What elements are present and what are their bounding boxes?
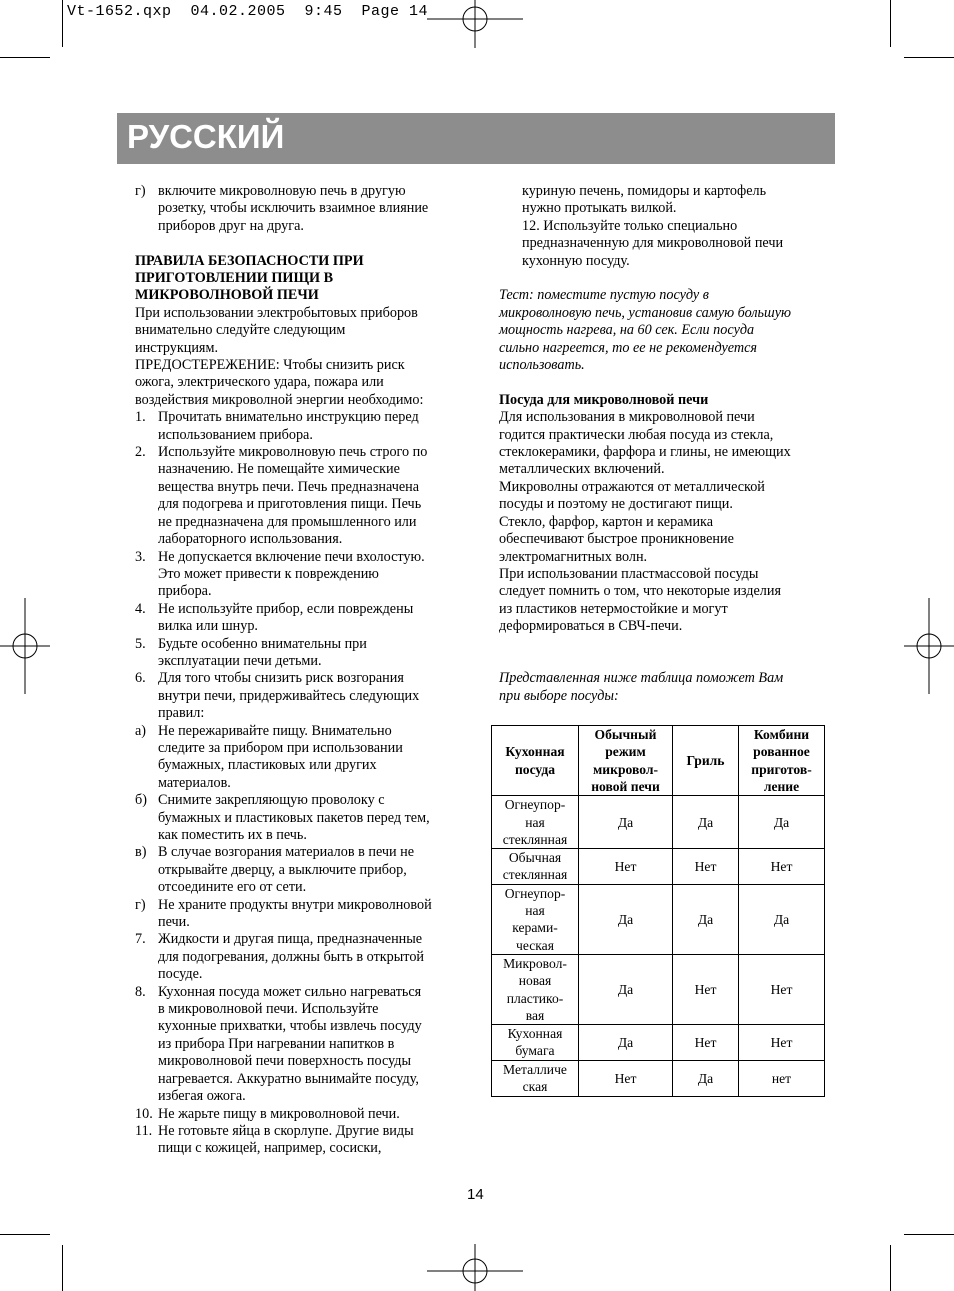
list-item-line: Жидкости и другая пища, предназначенные — [158, 931, 423, 948]
page-number: 14 — [467, 1186, 484, 1203]
list-item — [135, 601, 455, 636]
dishes-line: обеспечивают быстрое проникновение — [499, 531, 734, 548]
list-item-line: бумажных и пластиковых пакетов перед тем, — [158, 809, 430, 826]
registration-mark-left — [0, 598, 50, 694]
cookware-table — [491, 725, 825, 1097]
crop-mark-top-right-h — [904, 57, 954, 58]
dishes-line: При использовании пластмассовой посуды — [499, 565, 759, 582]
dishes-line: посуды и поэтому не достигают пищи. — [499, 496, 733, 513]
list-item-text — [158, 1123, 455, 1158]
suitability-cell: Нет — [673, 954, 739, 1024]
print-slug: Vt-1652.qxp 04.02.2005 9:45 Page 14 — [67, 3, 429, 20]
list-item — [135, 897, 455, 932]
list-item — [135, 636, 455, 671]
list-item-line: вещества внутрь печи. Печь предназначена — [158, 478, 420, 495]
dishes-line: следует помнить о том, что некоторые изделия — [499, 583, 781, 600]
list-item-line: печи. — [158, 914, 190, 931]
suitability-cell: нет — [739, 1060, 825, 1096]
suitability-cell: Да — [579, 796, 673, 849]
cookware-name-line: новая — [518, 973, 552, 989]
suitability-cell: Нет — [739, 1025, 825, 1061]
list-item-line: из прибора При нагревании напитков в — [158, 1035, 395, 1052]
list-item-line: назначению. Не помещайте химические — [158, 461, 400, 478]
suitability-cell: Нет — [673, 849, 739, 885]
list-item-marker: 10. — [135, 1105, 153, 1122]
table-row — [492, 849, 825, 885]
header-line: Обычный — [594, 727, 657, 742]
list-item-text — [158, 636, 455, 671]
list-item-line: Для того чтобы снизить риск возгорания — [158, 670, 404, 687]
cookware-name-line: Огнеупор- — [504, 797, 566, 813]
registration-mark-right — [904, 598, 954, 694]
list-item-line: Будьте особенно внимательны при — [158, 635, 367, 652]
intro-line: приборов друг на друга. — [158, 217, 304, 234]
test-note — [499, 287, 829, 374]
para-line: инструкциям. — [135, 339, 218, 356]
suitability-cell: Нет — [739, 849, 825, 885]
header-grill — [673, 726, 739, 796]
list-item-marker: г) — [135, 896, 146, 913]
continuation-line: кухонную посуду. — [522, 252, 630, 269]
list-item-text — [158, 792, 455, 844]
list-item — [135, 984, 455, 1106]
list-item-marker: 2. — [135, 444, 146, 461]
para-line: При использовании электробытовых приборов — [135, 304, 418, 321]
safety-list — [135, 409, 455, 1157]
cookware-name-line: Микровол- — [503, 955, 567, 971]
list-item-marker: 6. — [135, 670, 146, 687]
header-line: приготов- — [751, 761, 812, 777]
suitability-cell: Нет — [579, 1060, 673, 1096]
list-item-text — [158, 897, 455, 932]
right-column — [499, 183, 829, 705]
list-item-text — [158, 444, 455, 548]
para-line: внимательно следуйте следующим — [135, 322, 346, 339]
list-item — [135, 444, 455, 548]
dishes-heading: Посуда для микроволновой печи — [499, 391, 709, 408]
list-item-marker: а) — [135, 722, 147, 739]
continuation-line: предназначенную для микроволновой печи — [522, 235, 784, 252]
intro-line: розетку, чтобы исключить взаимное влияние — [158, 200, 429, 217]
continuation-line: 12. Используйте только специально — [522, 217, 738, 234]
list-item-line: Это может привести к повреждению — [158, 565, 379, 582]
header-line: Гриль — [686, 752, 725, 768]
dishes-line: электромагнитных волн. — [499, 548, 648, 565]
registration-mark-bottom — [427, 1244, 523, 1291]
para-line: ПРЕДОСТЕРЕЖЕНИЕ: Чтобы снизить риск — [135, 357, 405, 374]
table-row — [492, 954, 825, 1024]
continuation-line: нужно протыкать вилкой. — [522, 200, 677, 217]
test-line: микроволновую печь, установив самую большую — [499, 304, 791, 321]
cookware-name-line: Обычная — [508, 850, 562, 866]
list-item-line: отсоедините его от сети. — [158, 879, 307, 896]
dishes-line: стеклокерамики, фарфора и глины, не имеющих — [499, 444, 791, 461]
table-row — [492, 796, 825, 849]
para-line: воздействия микроволной энергии необходимо: — [135, 391, 424, 408]
cookware-name-line: керами- — [512, 920, 558, 936]
list-item — [135, 1106, 455, 1123]
list-item — [135, 670, 455, 722]
list-item-marker: 11. — [135, 1122, 153, 1139]
list-item-marker: 7. — [135, 931, 146, 948]
list-item-line: Используйте микроволновую печь строго по — [158, 444, 428, 461]
list-item-line: прибора. — [158, 583, 212, 600]
cookware-name-line: Огнеупор- — [504, 885, 566, 901]
list-item-line: лабораторного использования. — [158, 531, 343, 548]
dishes-line: Микроволны отражаются от металлической — [499, 478, 765, 495]
header-line: Комбини — [753, 727, 810, 742]
list-item-line: для подогревания, должны быть в открытой — [158, 948, 425, 965]
header-combined — [739, 726, 825, 796]
list-item-line: эксплуатации печи детьми. — [158, 652, 322, 669]
list-item-line: нагревается. Аккуратно вынимайте посуду, — [158, 1070, 419, 1087]
list-item-line: Прочитать внимательно инструкцию перед — [158, 409, 419, 426]
intro-marker: г) — [135, 183, 146, 199]
language-banner — [117, 113, 835, 164]
intro-line: включите микроволновую печь в другую — [158, 183, 406, 199]
crop-mark-bottom-right-h — [904, 1234, 954, 1235]
crop-mark-top-left-h — [0, 57, 50, 58]
list-item-text — [158, 984, 455, 1106]
header-line: ление — [763, 778, 800, 794]
para-line: ожога, электрического удара, пожара или — [135, 374, 384, 391]
list-item — [135, 549, 455, 601]
list-item-line: избегая ожога. — [158, 1088, 246, 1105]
list-item-line: Не допускается включение печи вхолостую. — [158, 548, 425, 565]
heading-line: ПРАВИЛА БЕЗОПАСНОСТИ ПРИ — [135, 252, 364, 269]
suitability-cell: Да — [739, 796, 825, 849]
list-item-line: Кухонная посуда может сильно нагреваться — [158, 983, 422, 1000]
heading-line: МИКРОВОЛНОВОЙ ПЕЧИ — [135, 287, 319, 304]
list-item-line: Не используйте прибор, если повреждены — [158, 600, 414, 617]
list-item — [135, 844, 455, 896]
list-item-marker: 5. — [135, 635, 146, 652]
list-item-line: посуде. — [158, 966, 203, 983]
list-item — [135, 1123, 455, 1158]
list-item-line: вилка или шнур. — [158, 618, 258, 635]
test-line: мощность нагрева, на 60 сек. Если посуда — [499, 322, 755, 339]
suitability-cell: Да — [579, 884, 673, 954]
header-line: Кухонная — [505, 744, 565, 760]
intro-item — [135, 183, 455, 235]
list-item-marker: 8. — [135, 983, 146, 1000]
cookware-name-cell — [492, 954, 579, 1024]
dishes-line: годится практически любая посуда из стекла, — [499, 426, 774, 443]
header-line: микровол- — [593, 761, 658, 777]
crop-mark-top-left-v — [62, 0, 63, 47]
list-item-marker: в) — [135, 844, 147, 861]
table-row — [492, 1060, 825, 1096]
dishes-line: из пластиков нетермостойкие и могут — [499, 600, 728, 617]
suitability-cell: Да — [579, 1025, 673, 1061]
list-item-line: пищи с кожицей, например, сосиски, — [158, 1140, 382, 1157]
table-row — [492, 884, 825, 954]
safety-heading — [135, 253, 455, 305]
list-item-line: внутри печи, придерживайтесь следующих — [158, 687, 420, 704]
banner-title: РУССКИЙ — [127, 118, 285, 155]
list-item-text — [158, 549, 455, 601]
header-line: рованное — [753, 744, 810, 760]
list-item-line: открывайте дверцу, а выключите прибор, — [158, 861, 407, 878]
cookware-name-line: стеклянная — [502, 867, 568, 883]
cookware-name-line: Кухонная — [507, 1026, 563, 1042]
suitability-cell: Да — [739, 884, 825, 954]
suitability-cell: Нет — [673, 1025, 739, 1061]
list-item-text — [158, 723, 455, 793]
intro-text — [158, 183, 455, 235]
list-item-line: материалов. — [158, 774, 231, 791]
list-item-text — [158, 670, 455, 722]
header-line: новой печи — [591, 778, 660, 794]
suitability-cell: Да — [579, 954, 673, 1024]
list-item-line: микроволновой печи поверхность посуды — [158, 1053, 412, 1070]
list-item-line: кухонные прихватки, чтобы извлечь посуду — [158, 1018, 422, 1035]
list-item-text — [158, 1106, 455, 1123]
table-intro-line: при выборе посуды: — [499, 687, 619, 704]
header-line: посуда — [514, 761, 556, 777]
list-item-marker: б) — [135, 792, 147, 809]
list-item-marker: 4. — [135, 600, 146, 617]
cookware-name-line: ческая — [516, 937, 554, 953]
list-item-line: Не пережаривайте пищу. Внимательно — [158, 722, 392, 739]
suitability-cell: Да — [673, 796, 739, 849]
safety-intro — [135, 305, 455, 409]
crop-mark-bottom-right-v — [890, 1245, 891, 1291]
cookware-name-cell — [492, 796, 579, 849]
list-item-line: Не готовьте яйца в скорлупе. Другие виды — [158, 1122, 414, 1139]
test-line: сильно нагреется, то ее не рекомендуется — [499, 339, 757, 356]
registration-mark-top — [427, 0, 523, 50]
list-item — [135, 409, 455, 444]
crop-mark-bottom-left-h — [0, 1234, 50, 1235]
header-line: режим — [605, 744, 646, 760]
list-item-line: как поместить их в печь. — [158, 827, 307, 844]
table-intro-line: Представленная ниже таблица поможет Вам — [499, 670, 784, 687]
list-item — [135, 931, 455, 983]
list-item — [135, 792, 455, 844]
list-item-line: Не храните продукты внутри микроволновой — [158, 896, 432, 913]
list-item-line: Снимите закрепляющую проволоку с — [158, 792, 385, 809]
test-line: использовать. — [499, 357, 585, 374]
list-item-line: правил: — [158, 705, 205, 722]
cookware-name-line: пластико- — [506, 990, 564, 1006]
list-item-line: Не жарьте пищу в микроволновой печи. — [158, 1105, 400, 1122]
list-item-line: использованием прибора. — [158, 426, 313, 443]
list-item-line: в микроволновой печи. Используйте — [158, 1001, 379, 1018]
cookware-name-line: бумага — [515, 1043, 555, 1059]
suitability-cell: Да — [673, 1060, 739, 1096]
table-row — [492, 1025, 825, 1061]
dishes-line: Для использования в микроволновой печи — [499, 409, 755, 426]
list-item-text — [158, 844, 455, 896]
heading-line: ПРИГОТОВЛЕНИИ ПИЩИ В — [135, 270, 334, 287]
list-item-line: следите за прибором при использовании — [158, 739, 403, 756]
list-item-line: для подогрева и приготовления пищи. Печь — [158, 496, 422, 513]
suitability-cell: Нет — [739, 954, 825, 1024]
suitability-cell: Нет — [579, 849, 673, 885]
cookware-name-line: ная — [525, 903, 545, 919]
cookware-name-cell — [492, 884, 579, 954]
dishes-line: деформироваться в СВЧ-печи. — [499, 618, 683, 635]
list-item-text — [158, 931, 455, 983]
dishes-text — [499, 409, 829, 635]
cookware-name-line: стеклянная — [502, 831, 568, 847]
dishes-line: металлических включений. — [499, 461, 665, 478]
cookware-name-line: ная — [525, 814, 545, 830]
list-item-text — [158, 601, 455, 636]
continuation-line: куриную печень, помидоры и картофель — [522, 183, 767, 199]
cookware-name-line: ская — [522, 1079, 548, 1095]
list-item-line: бумажных, пластиковых или других — [158, 757, 377, 774]
test-line: Тест: поместите пустую посуду в — [499, 287, 709, 304]
list-item — [135, 723, 455, 793]
suitability-cell: Да — [673, 884, 739, 954]
cookware-name-cell — [492, 1025, 579, 1061]
crop-mark-bottom-left-v — [62, 1245, 63, 1291]
cookware-name-cell — [492, 1060, 579, 1096]
continuation-text — [499, 183, 829, 270]
list-item-line: не предназначена для промышленного или — [158, 513, 417, 530]
list-item-line: В случае возгорания материалов в печи не — [158, 844, 415, 861]
cookware-name-line: вая — [525, 1007, 545, 1023]
cookware-name-line: Металличе — [503, 1061, 567, 1077]
header-cookware — [492, 726, 579, 796]
left-column — [135, 183, 455, 1158]
dishes-line: Стекло, фарфор, картон и керамика — [499, 513, 714, 530]
table-header-row — [492, 726, 825, 796]
list-item-text — [158, 409, 455, 444]
table-intro — [499, 670, 829, 705]
list-item-marker: 1. — [135, 409, 146, 426]
header-microwave-mode — [579, 726, 673, 796]
list-item-marker: 3. — [135, 548, 146, 565]
crop-mark-top-right-v — [890, 0, 891, 47]
cookware-name-cell — [492, 849, 579, 885]
